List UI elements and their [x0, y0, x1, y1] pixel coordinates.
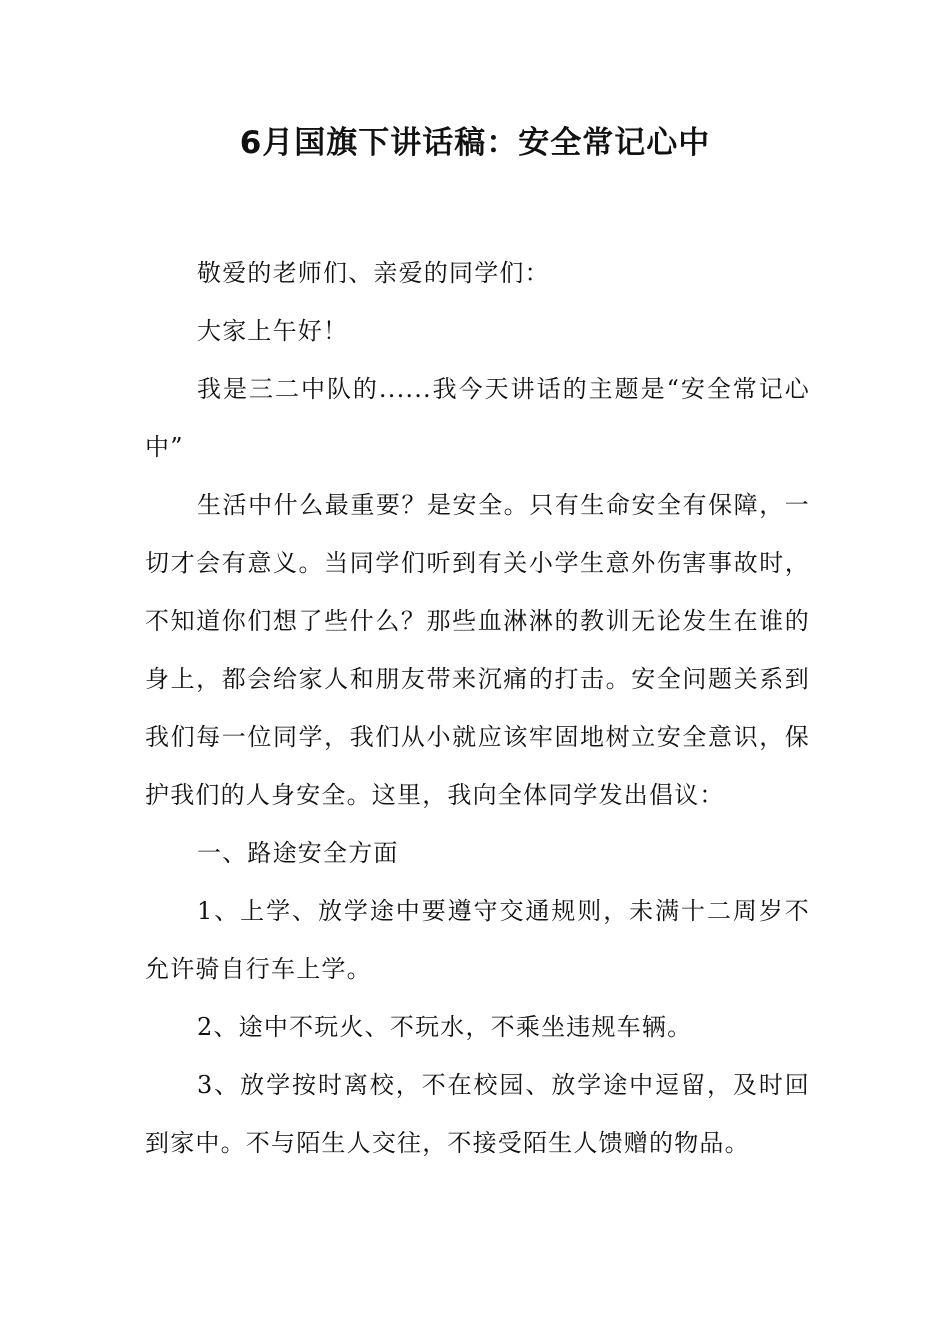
document-body [145, 244, 810, 1172]
rule-item-1: 1、上学、放学途中要遵守交通规则，未满十二周岁不允许骑自行车上学。 [145, 897, 810, 983]
salutation-paragraph: 大家上午好！ [197, 317, 349, 345]
rule-item-2: 2、途中不玩火、不玩水，不乘坐违规车辆。 [197, 1013, 693, 1041]
main-paragraph: 生活中什么最重要？是安全。只有生命安全有保障，一切才会有意义。当同学们听到有关小学生意外伤害事故时，不知道你们想了些什么？那些血淋淋的教训无论发生在谁的身上，都会给家人和朋友带来沉痛的打击。安全问题关系到我们每一位同学，我们从小就应该牢固地树立安全意识，保护我们的人身安全。这里，我向全体同学发出倡议： [145, 491, 810, 809]
intro-paragraph: 我是三二中队的......我今天讲话的主题是“安全常记心中” [145, 375, 810, 461]
page-title: 6月国旗下讲话稿：安全常记心中 [239, 125, 711, 161]
greeting-paragraph: 敬爱的老师们、亲爱的同学们： [197, 259, 550, 287]
rule-item-3: 3、放学按时离校，不在校园、放学途中逗留，及时回到家中。不与陌生人交往，不接受陌生人馈赠的物品。 [145, 1071, 810, 1157]
section-heading: 一、路途安全方面 [197, 839, 399, 867]
